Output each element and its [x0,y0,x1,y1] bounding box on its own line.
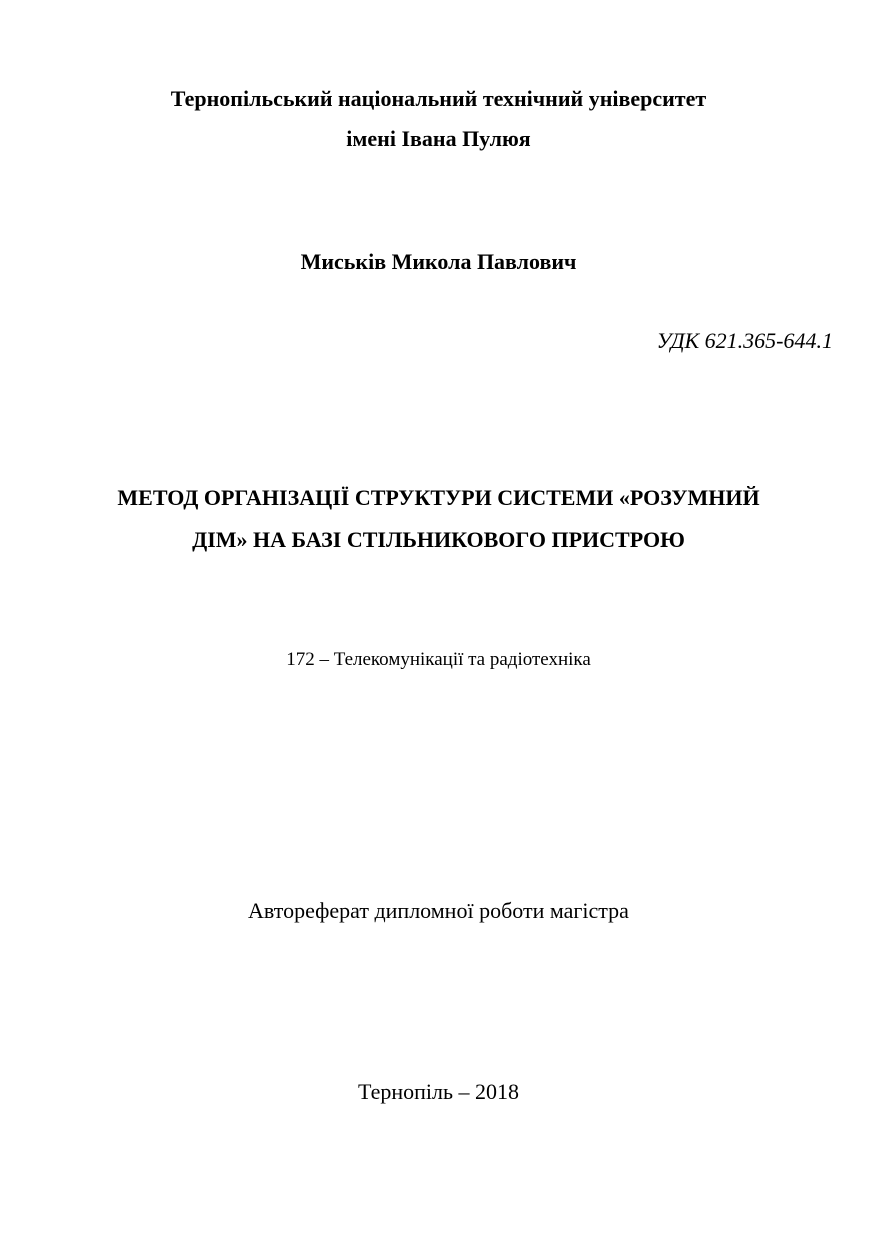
city-year: Тернопіль – 2018 [357,1079,520,1104]
thesis-title-line-2: ДІМ» НА БАЗІ СТІЛЬНИКОВОГО ПРИСТРОЮ [192,527,685,552]
specialty: 172 – Телекомунікації та радіотехніка [286,649,591,670]
author-name: Миськів Микола Павлович [300,249,577,274]
thesis-title-line-1: МЕТОД ОРГАНІЗАЦІЇ СТРУКТУРИ СИСТЕМИ «РОЗУМНИЙ [117,485,760,510]
university-name-line-1: Тернопільський національний технічний університет [170,86,707,111]
university-name-line-2: імені Івана Пулюя [346,126,531,151]
udk-code: УДК 621.365-644.1 [656,328,833,353]
document-type: Автореферат дипломної роботи магістра [248,898,629,923]
